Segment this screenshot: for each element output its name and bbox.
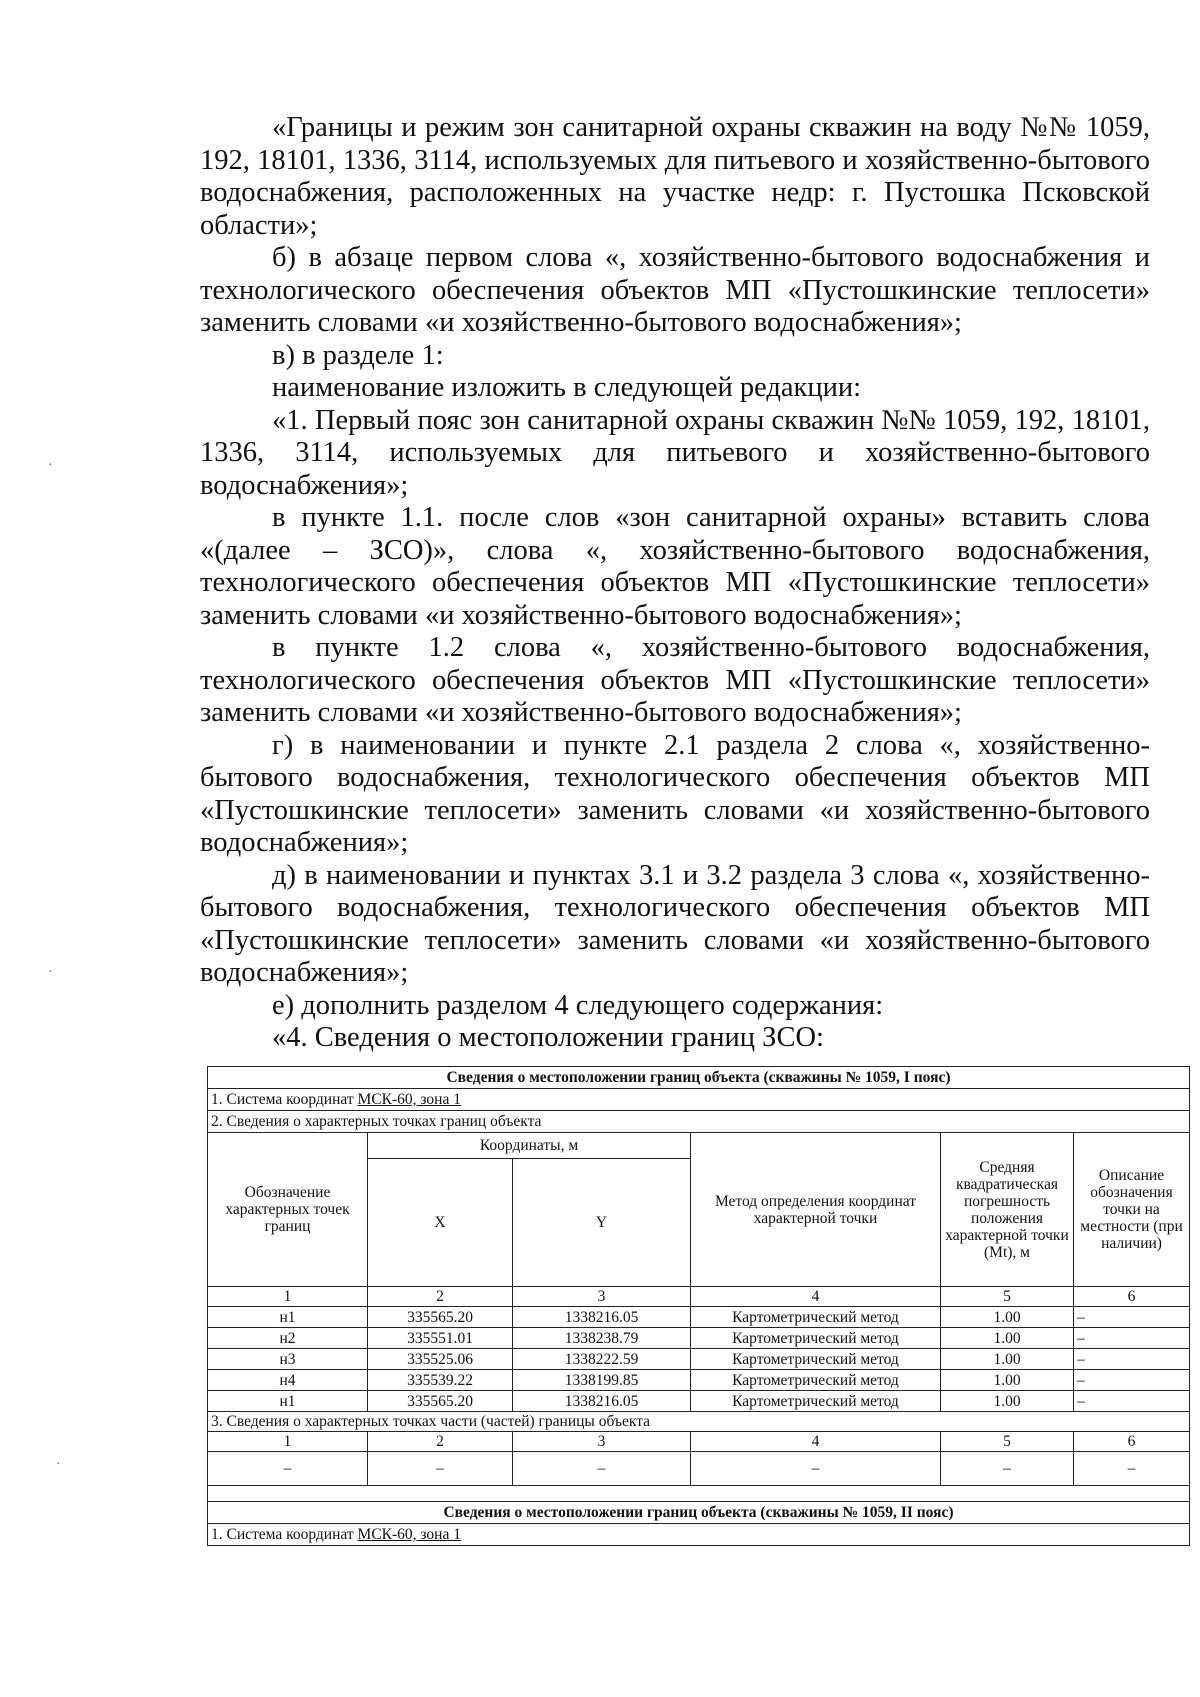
paragraph-9: д) в наименовании и пунктах 3.1 и 3.2 раздела 3 слова «, хозяйственно-бытового водоснабжения, технологического обеспечения объектов МП «Пустошкинские теплосети» заменить словами «и хозяйственно-бытового водоснабжения»; (200, 859, 1150, 988)
point-error: 1.00 (941, 1349, 1074, 1370)
header-method: Метод определения координат характерной точки (691, 1133, 941, 1287)
table-row (208, 1370, 1190, 1391)
empty-value: – (691, 1452, 941, 1486)
point-x: 335551.01 (368, 1328, 513, 1349)
header-y: Y (513, 1159, 691, 1287)
header-x: X (368, 1159, 513, 1287)
table-row (208, 1452, 1190, 1486)
header-error: Средняя квадратическая погрешность положения характерной точки (Mt), м (941, 1133, 1074, 1287)
col-number: 6 (1074, 1432, 1190, 1452)
header-coords: Координаты, м (368, 1133, 691, 1159)
point-method: Картометрический метод (691, 1370, 941, 1391)
point-error: 1.00 (941, 1370, 1074, 1391)
point-error: 1.00 (941, 1328, 1074, 1349)
col-number: 5 (941, 1287, 1074, 1307)
coord-system-value: МСК-60, зона 1 (357, 1526, 461, 1543)
point-name: н4 (208, 1370, 368, 1391)
paragraph-10: е) дополнить разделом 4 следующего содержания: (272, 989, 884, 1021)
col-number: 2 (368, 1432, 513, 1452)
point-y: 1338216.05 (513, 1391, 691, 1412)
point-description: – (1074, 1328, 1190, 1349)
table2-coord-system (208, 1524, 1190, 1546)
coord-label: 1. Система координат (211, 1091, 358, 1108)
paragraph-4: наименование изложить в следующей редакции: (272, 372, 862, 403)
col-number: 4 (691, 1432, 941, 1452)
header-description: Описание обозначения точки на местности (при наличии) (1074, 1133, 1190, 1287)
paragraph-5: «1. Первый пояс зон санитарной охраны скважин №№ 1059, 192, 18101, 1336, 3114, используемых для питьевого и хозяйственно-бытового водоснабжения»; (200, 404, 1150, 501)
paragraph-11: «4. Сведения о местоположении границ ЗСО: (272, 1022, 824, 1053)
table-row (208, 1307, 1190, 1328)
point-y: 1338199.85 (513, 1370, 691, 1391)
point-name: н1 (208, 1391, 368, 1412)
spacer-row (208, 1486, 1190, 1502)
coord-label: 1. Система координат (211, 1526, 358, 1543)
col-number: 3 (513, 1432, 691, 1452)
point-name: н3 (208, 1349, 368, 1370)
point-y: 1338238.79 (513, 1328, 691, 1349)
point-x: 335565.20 (368, 1307, 513, 1328)
point-description: – (1074, 1349, 1190, 1370)
paragraph-7: в пункте 1.2 слова «, хозяйственно-бытового водоснабжения, технологического обеспечения объектов МП «Пустошкинские теплосети» заменить словами «и хозяйственно-бытового водоснабжения»; (200, 632, 1150, 728)
point-name: н1 (208, 1307, 368, 1328)
paragraph-6: в пункте 1.1. после слов «зон санитарной охраны» вставить слова «(далее – ЗСО)», слова «, хозяйственно-бытового водоснабжения, технологического обеспечения объектов МП «Пустошкинские теплосети» заменить словами «и хозяйственно-бытового водоснабжения»; (200, 502, 1150, 631)
table-row (208, 1328, 1190, 1349)
zso-tables (207, 1066, 1189, 1546)
col-number: 1 (208, 1432, 368, 1452)
point-y: 1338216.05 (513, 1307, 691, 1328)
body-text (200, 112, 1150, 1055)
point-x: 335565.20 (368, 1391, 513, 1412)
paragraph-2: б) в абзаце первом слова «, хозяйственно-бытового водоснабжения и технологического обеспечения объектов МП «Пустошкинские теплосети» заменить словами «и хозяйственно-бытового водоснабжения»; (200, 242, 1150, 338)
col-number: 1 (208, 1287, 368, 1307)
paragraph-8: г) в наименовании и пункте 2.1 раздела 2 слова «, хозяйственно-бытового водоснабжения, технологического обеспечения объектов МП «Пустошкинские теплосети» заменить словами «и хозяйственно-бытового водоснабжения»; (200, 729, 1150, 858)
point-method: Картометрический метод (691, 1307, 941, 1328)
scan-mark: · (48, 458, 53, 473)
table1-section-2: 2. Сведения о характерных точках границ объекта (208, 1111, 1190, 1133)
coord-system-value: МСК-60, зона 1 (357, 1091, 461, 1108)
point-error: 1.00 (941, 1307, 1074, 1328)
table1-section-3: 3. Сведения о характерных точках части (частей) границы объекта (208, 1412, 1190, 1432)
table-row (208, 1391, 1190, 1412)
boundary-table-zone-1 (207, 1066, 1190, 1546)
col-number: 6 (1074, 1287, 1190, 1307)
col-number: 3 (513, 1287, 691, 1307)
empty-value: – (513, 1452, 691, 1486)
point-x: 335539.22 (368, 1370, 513, 1391)
header-designation: Обозначение характерных точек границ (208, 1133, 368, 1287)
point-description: – (1074, 1307, 1190, 1328)
paragraph-1: «Границы и режим зон санитарной охраны скважин на воду №№ 1059, 192, 18101, 1336, 3114, используемых для питьевого и хозяйственно-бытового водоснабжения, расположенных на участке недр: г. Пустошка Псковской области»; (200, 112, 1150, 241)
point-y: 1338222.59 (513, 1349, 691, 1370)
empty-value: – (368, 1452, 513, 1486)
scan-mark: · (56, 1457, 61, 1472)
col-number: 5 (941, 1432, 1074, 1452)
point-error: 1.00 (941, 1391, 1074, 1412)
table2-title: Сведения о местоположении границ объекта (скважины № 1059, II пояс) (208, 1502, 1190, 1524)
table1-title: Сведения о местоположении границ объекта (скважины № 1059, I пояс) (208, 1067, 1190, 1089)
table1-coord-system (208, 1089, 1190, 1111)
paragraph-3: в) в разделе 1: (272, 339, 444, 371)
empty-value: – (1074, 1452, 1190, 1486)
table-row (208, 1349, 1190, 1370)
point-name: н2 (208, 1328, 368, 1349)
point-method: Картометрический метод (691, 1391, 941, 1412)
empty-value: – (208, 1452, 368, 1486)
point-method: Картометрический метод (691, 1328, 941, 1349)
point-description: – (1074, 1370, 1190, 1391)
empty-value: – (941, 1452, 1074, 1486)
col-number: 4 (691, 1287, 941, 1307)
scan-mark: · (48, 965, 53, 980)
point-description: – (1074, 1391, 1190, 1412)
point-x: 335525.06 (368, 1349, 513, 1370)
point-method: Картометрический метод (691, 1349, 941, 1370)
col-number: 2 (368, 1287, 513, 1307)
